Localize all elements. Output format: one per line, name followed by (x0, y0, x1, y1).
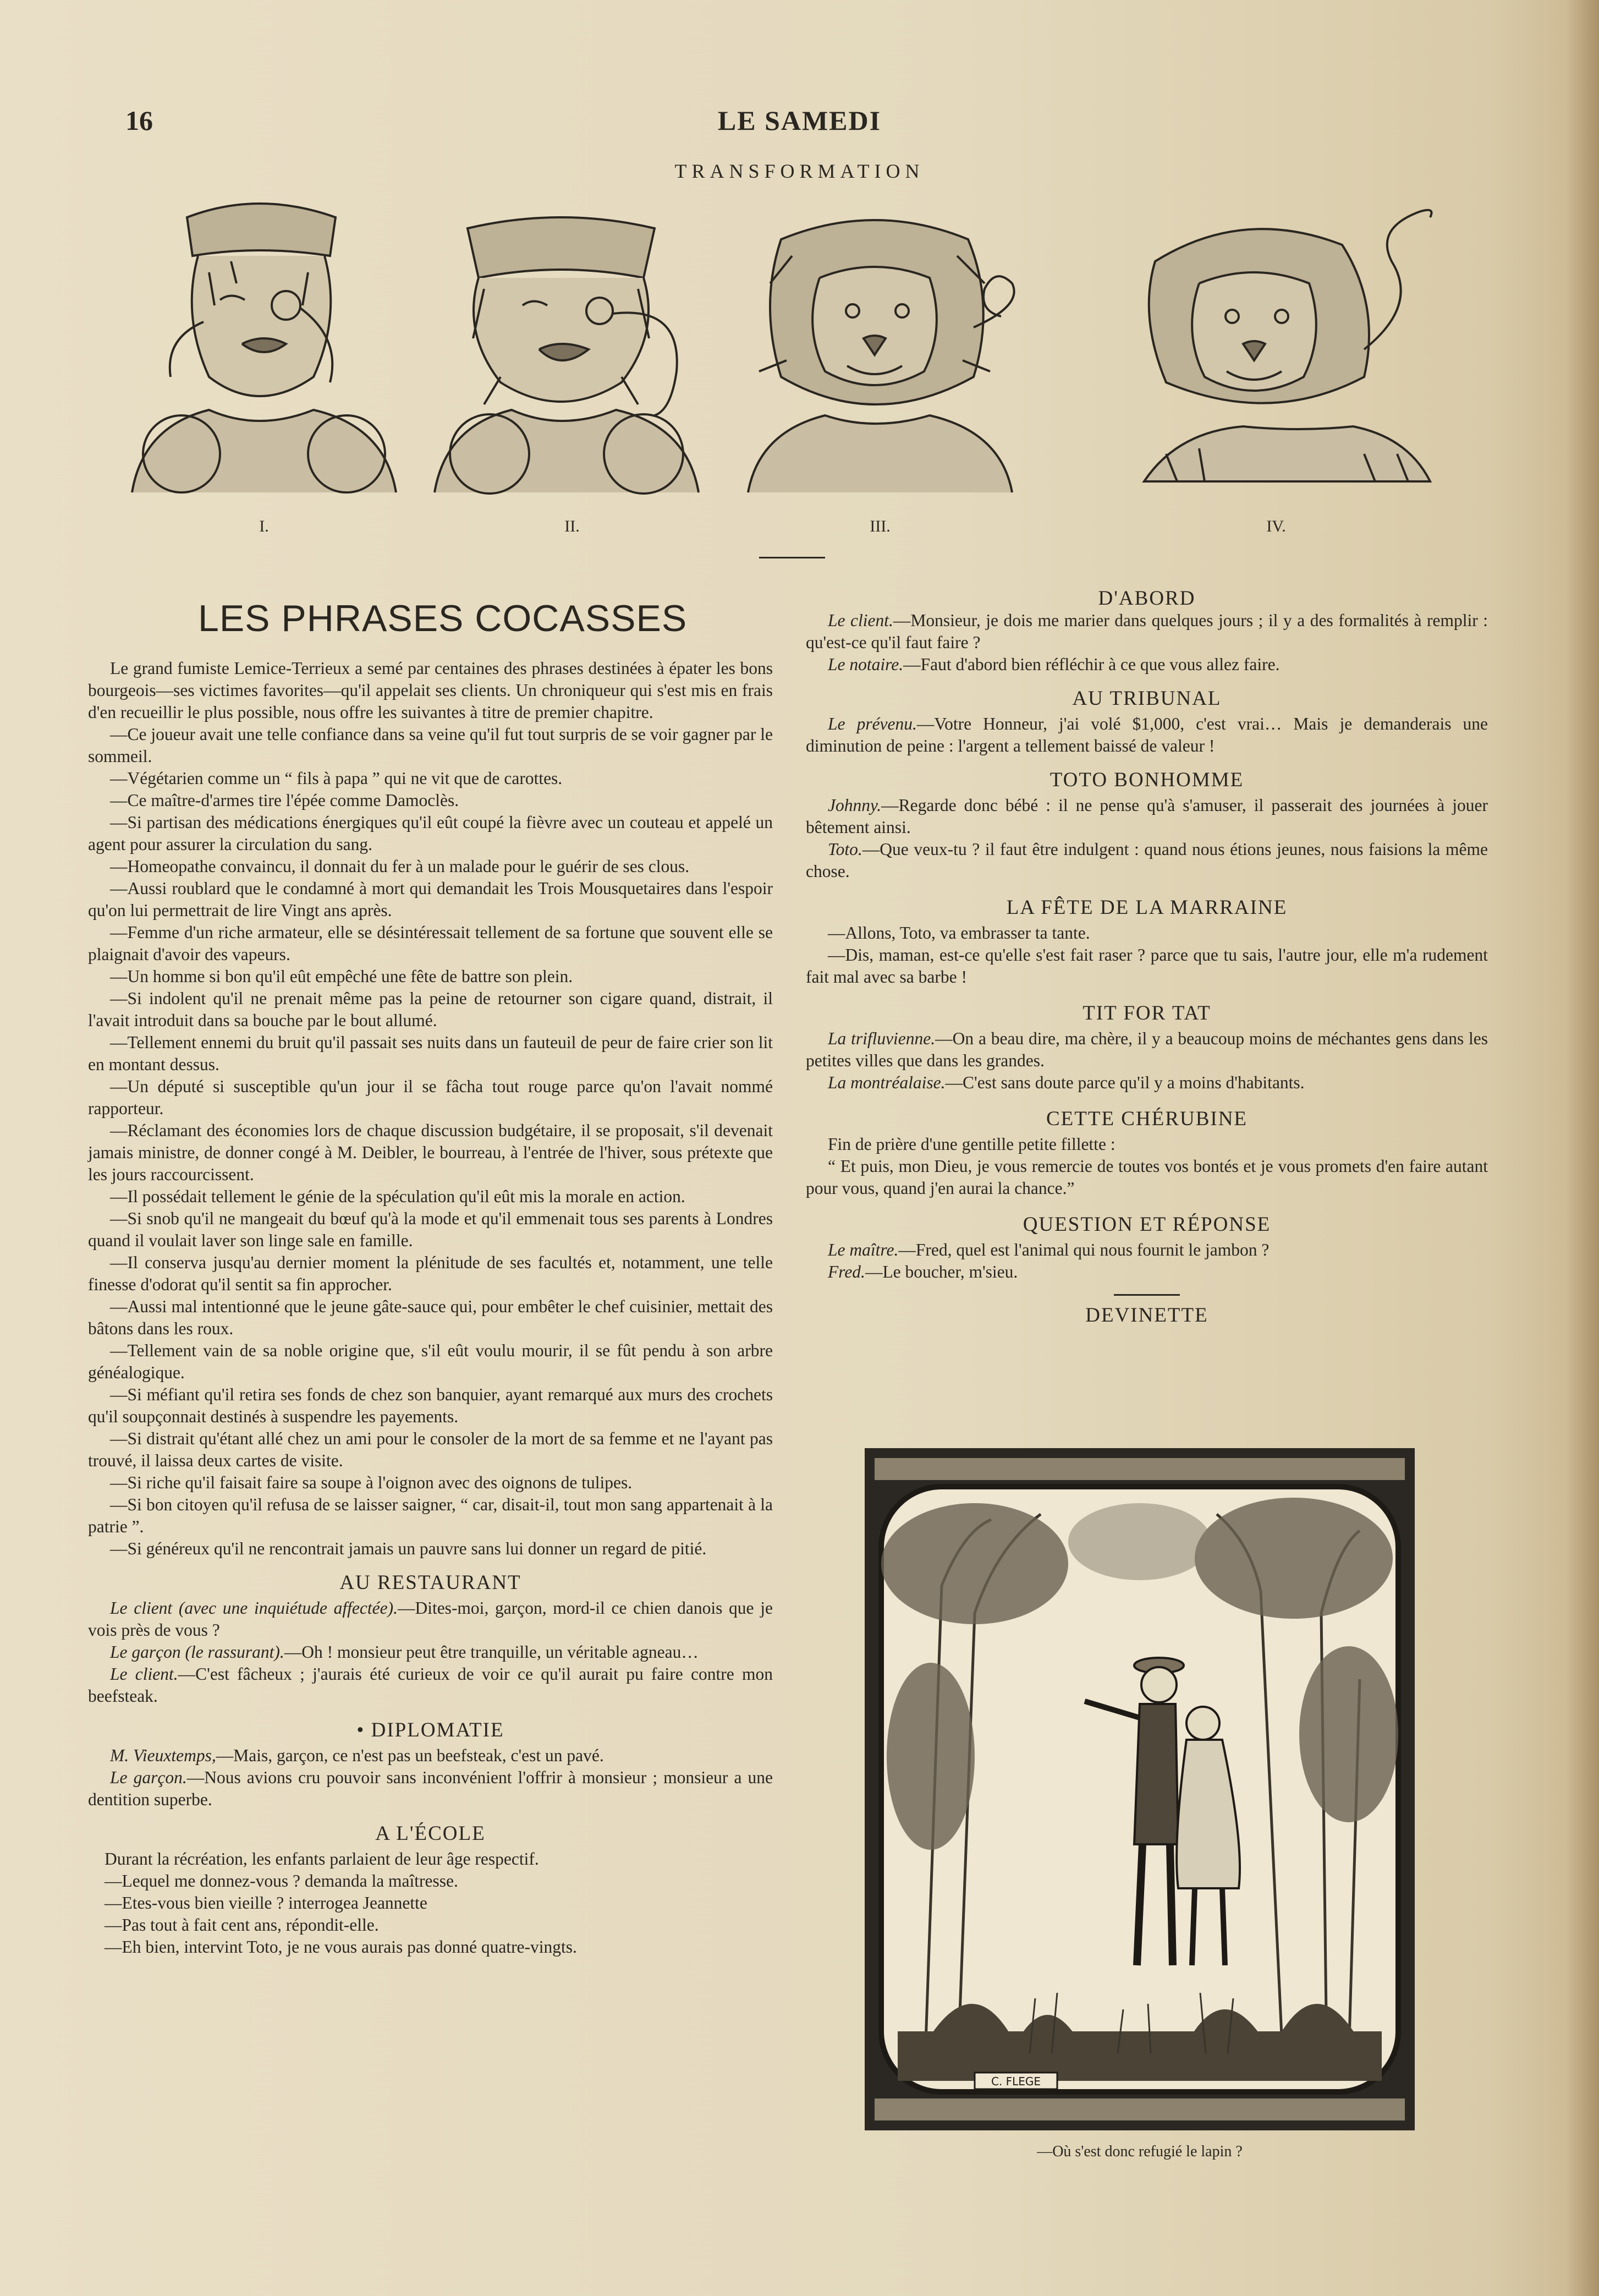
devinette-caption: —Où s'est donc refugié le lapin ? (1037, 2143, 1243, 2160)
section-heading-diplomatie: • DIPLOMATIE (356, 1719, 504, 1741)
text-line: Fin de prière d'une gentille petite fillette : (828, 1135, 1116, 1154)
section-heading-question: QUESTION ET RÉPONSE (1023, 1213, 1271, 1236)
phrase: —Si généreux qu'il ne rencontrait jamais un pauvre sans lui donner un regard de pitié. (110, 1539, 707, 1558)
dialogue-line: Le client (avec une inquiétude affectée).—Dites-moi, garçon, mord-il ce chien danois que je vois près de vous ? (88, 1598, 773, 1640)
phrase: —Homeopathe convaincu, il donnait du fer à un malade pour le guérir de ses clous. (110, 857, 690, 876)
section-heading-restaurant: AU RESTAURANT (339, 1571, 521, 1594)
forest-children-engraving (865, 1448, 1415, 2130)
dialogue-line: La trifluvienne.—On a beau dire, ma chère, il y a beaucoup moins de méchantes gens dans les petites villes que dans les grandes. (806, 1029, 1488, 1070)
phrase: —Un homme si bon qu'il eût empêché une fête de battre son plein. (110, 967, 573, 986)
article-title: LES PHRASES COCASSES (198, 598, 688, 639)
dialogue-line: Fred.—Le boucher, m'sieu. (828, 1262, 1018, 1281)
section-heading-cherubine: CETTE CHÉRUBINE (1046, 1108, 1248, 1130)
text-line: —Lequel me donnez-vous ? demanda la maîtresse. (105, 1871, 458, 1890)
phrase: —Si indolent qu'il ne prenait même pas la peine de retourner son cigare quand, distrait, il l'avait introduit dans sa bouche par le bout allumé. (88, 989, 773, 1030)
section-heading-dabord: D'ABORD (1098, 587, 1196, 610)
text-line: “ Et puis, mon Dieu, je vous remercie de toutes vos bontés et je vous promets d'en faire autant pour vous, quand j'en aurai la chance.” (806, 1157, 1488, 1198)
phrase: —Si riche qu'il faisait faire sa soupe à l'oignon avec des oignons de tulipes. (110, 1473, 633, 1492)
phrase: —Femme d'un riche armateur, elle se désintéressait tellement de sa fortune que souvent elle se plaignait d'avoir des vapeurs. (88, 923, 773, 964)
phrase: —Tellement vain de sa noble origine que, s'il eût voulu mourir, il se fût pendu à son arbre généalogique. (88, 1341, 773, 1382)
right-column (806, 588, 1488, 1327)
illustration-signature: C. FLEGE (991, 2075, 1041, 2088)
section-heading-devinette: DEVINETTE (1085, 1304, 1208, 1327)
phrase: —Ce maître-d'armes tire l'épée comme Damoclès. (110, 791, 459, 810)
dialogue-line: Le notaire.—Faut d'abord bien réfléchir à ce que vous allez faire. (828, 655, 1280, 674)
dialogue-line: Le prévenu.—Votre Honneur, j'ai volé $1,000, c'est vrai… Mais je demanderais une diminution de peine : l'argent a tellement baissé de valeur ! (806, 714, 1488, 755)
dialogue-line: Toto.—Que veux-tu ? il faut être indulgent : quand nous étions jeunes, nous faisions la même chose. (806, 840, 1488, 881)
devinette-illustration (865, 1448, 1415, 2130)
phrase: —Si méfiant qu'il retira ses fonds de chez son banquier, ayant remarqué aux murs des crochets qu'il soupçonnait destinés à suspendre les payements. (88, 1385, 773, 1426)
panel-label-4: IV. (1266, 517, 1286, 535)
text-line: —Pas tout à fait cent ans, répondit-elle. (105, 1915, 379, 1935)
lion-illustration (1133, 195, 1441, 503)
text-line: —Eh bien, intervint Toto, je ne vous aurais pas donné quatre-vingts. (105, 1937, 577, 1957)
phrases-list (88, 657, 773, 1560)
transformation-panel-2 (424, 195, 710, 503)
phrase: —Ce joueur avait une telle confiance dans sa veine qu'il fut tout surpris de se voir gagner par le sommeil. (88, 725, 773, 766)
dialogue-line: Le garçon.—Nous avions cru pouvoir sans inconvénient l'offrir à monsieur ; monsieur a une dentition superbe. (88, 1768, 773, 1809)
dialogue-line: Le client.—Monsieur, je dois me marier dans quelques jours ; il y a des formalités à remplir : qu'est-ce qu'il faut faire ? (806, 611, 1488, 652)
panel-label-2: II. (564, 517, 580, 535)
phrase: —Si partisan des médications énergiques qu'il eût coupé la fièvre avec un couteau et appelé un agent pour assurer la circulation du sang. (88, 813, 773, 854)
man-with-monocle-illustration (121, 195, 407, 503)
left-column (88, 657, 773, 1958)
transformation-panel-4 (1133, 195, 1441, 503)
phrase: —Tellement ennemi du bruit qu'il passait ses nuits dans un fauteuil de peur de faire crier son lit en montant dessus. (88, 1033, 773, 1074)
divider-rule (759, 557, 825, 558)
section-heading-titfortat: TIT FOR TAT (1083, 1002, 1211, 1024)
text-line: Durant la récréation, les enfants parlaient de leur âge respectif. (105, 1849, 539, 1868)
panel-label-1: I. (259, 517, 269, 535)
transformation-title: TRANSFORMATION (674, 160, 925, 182)
text-line: —Etes-vous bien vieille ? interrogea Jeannette (105, 1893, 427, 1913)
dialogue-line: Le client.—C'est fâcheux ; j'aurais été curieux de voir ce qu'il aurait pu faire contre mon beefsteak. (88, 1664, 773, 1706)
phrase: —Si bon citoyen qu'il refusa de se laisser saigner, “ car, disait-il, tout mon sang appartenait à la patrie ”. (88, 1495, 773, 1536)
man-becoming-lion-illustration (424, 195, 710, 503)
phrase: —Réclamant des économies lors de chaque discussion budgétaire, il se proposait, s'il devenait jamais ministre, de donner congé à M. Deibler, le bourreau, à l'entrée de l'hiver, sous prétexte que les jours raccourcissent. (88, 1121, 773, 1184)
page-number: 16 (125, 105, 153, 136)
phrase: —Si distrait qu'étant allé chez un ami pour le consoler de la mort de sa femme et ne l'ayant pas trouvé, il laissa deux cartes de visite. (88, 1429, 773, 1470)
intro-paragraph: Le grand fumiste Lemice-Terrieux a semé par centaines des phrases destinées à épater les bons bourgeois—ses victimes favorites—qu'il appelait ses clients. Un chroniqueur qui s'est mis en frais d'en recueillir le plus possible, nous offre les suivantes à titre de premier chapitre. (88, 659, 773, 722)
dialogue-line: La montréalaise.—C'est sans doute parce qu'il y a moins d'habitants. (828, 1073, 1305, 1092)
panel-label-3: III. (870, 517, 891, 535)
phrase: —Aussi roublard que le condamné à mort qui demandait les Trois Mousquetaires dans l'espoir qu'on lui permettrait de lire Vingt ans après. (88, 879, 773, 920)
phrase: —Il conserva jusqu'au dernier moment la plénitude de ses facultés et, notamment, une telle finesse d'odorat qu'il sentit sa fin approcher. (88, 1253, 773, 1294)
dialogue-line: Le maître.—Fred, quel est l'animal qui nous fournit le jambon ? (828, 1240, 1270, 1259)
transformation-panel-1 (121, 195, 407, 503)
text-line: —Allons, Toto, va embrasser ta tante. (828, 923, 1090, 942)
transformation-panel-3 (737, 195, 1023, 503)
section-heading-marraine: LA FÊTE DE LA MARRAINE (1006, 896, 1288, 919)
dialogue-line: Le garçon (le rassurant).—Oh ! monsieur peut être tranquille, un véritable agneau… (110, 1642, 699, 1662)
phrase: —Un député si susceptible qu'un jour il se fâcha tout rouge parce qu'on l'avait nommé rapporteur. (88, 1077, 773, 1118)
page-spine-shadow (1566, 0, 1599, 2296)
dialogue-line: M. Vieuxtemps,—Mais, garçon, ce n'est pas un beefsteak, c'est un pavé. (110, 1746, 604, 1765)
text-line: —Dis, maman, est-ce qu'elle s'est fait raser ? parce que tu sais, l'autre jour, elle m'a rudement fait mal avec sa barbe ! (806, 945, 1488, 987)
phrase: —Aussi mal intentionné que le jeune gâte-sauce qui, pour embêter le chef cuisinier, mettait des bâtons dans les roux. (88, 1297, 773, 1338)
dialogue-line: Johnny.—Regarde donc bébé : il ne pense qu'à s'amuser, il passerait des journées à jouer bêtement ainsi. (806, 796, 1488, 837)
phrase: —Il possédait tellement le génie de la spéculation qu'il eût mis la morale en action. (110, 1187, 685, 1206)
phrase: —Végétarien comme un “ fils à papa ” qui ne vit que de carottes. (110, 769, 563, 788)
section-heading-tribunal: AU TRIBUNAL (1072, 687, 1222, 710)
phrase: —Si snob qu'il ne mangeait du bœuf qu'à la mode et qu'il emmenait tous ses parents à Londres quand il voulait laver son linge sale en famille. (88, 1209, 773, 1250)
lion-with-monocle-illustration (737, 195, 1023, 503)
section-heading-toto: TOTO BONHOMME (1049, 769, 1244, 791)
journal-title: LE SAMEDI (717, 105, 882, 136)
section-heading-ecole: A L'ÉCOLE (375, 1822, 486, 1845)
